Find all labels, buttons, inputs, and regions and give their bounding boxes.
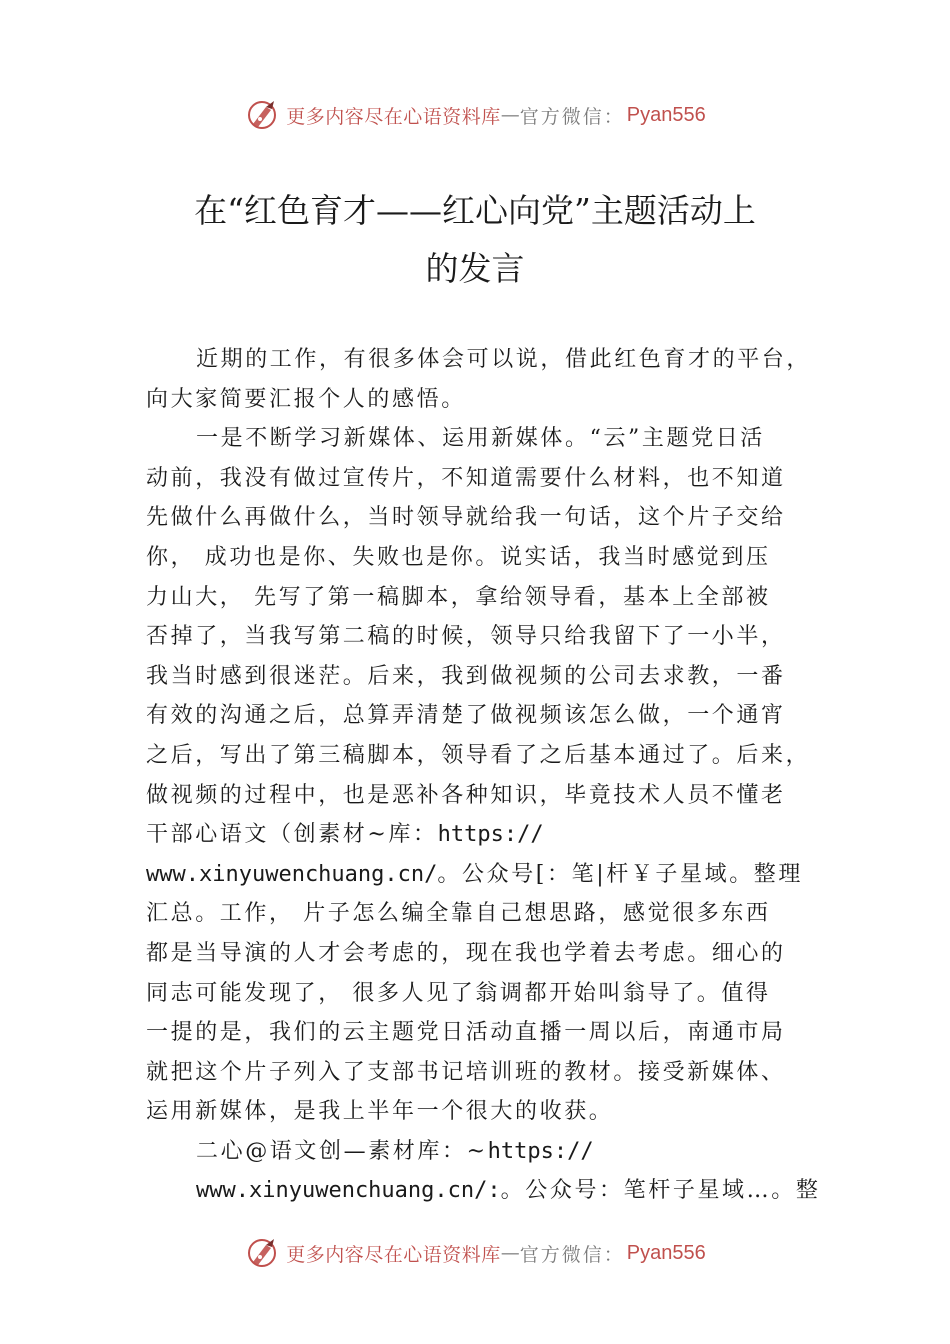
paragraph-line [146, 1171, 826, 1211]
paragraph-line: 做视频的过程中，也是恶补各种知识，毕竟技术人员不懂老 [146, 782, 786, 808]
footer-banner [0, 1233, 950, 1273]
url-text: www.xinyuwenchuang.cn/ [146, 861, 438, 887]
paragraph-line: 否掉了，当我写第二稿的时候，领导只给我留下了一小半， [146, 624, 786, 650]
official-wechat-label: 官方微信： [519, 105, 625, 128]
banner-separator: — [500, 104, 520, 126]
header-banner [0, 95, 950, 135]
paragraph-line [146, 855, 826, 895]
paragraph-line: 同志可能发现了， 很多人见了翁调都开始叫翁导了。值得 [146, 980, 771, 1006]
paragraph-line: 有效的沟通之后，总算弄清楚了做视频该怎么做，一个通宵 [146, 703, 786, 729]
paragraph-line: 一提的是，我们的云主题党日活动直播一周以后，南通市局 [146, 1020, 786, 1046]
paragraph-line: 之后，写出了第三稿脚本，领导看了之后基本通过了。后来， [146, 742, 811, 768]
wechat-id: Pyan556 [626, 1241, 706, 1264]
promo-text: 更多内容尽在心语资料库 [286, 1243, 501, 1266]
pen-nib-logo-icon [244, 1235, 280, 1271]
line-text: 。公众号：笔杆子星域…。整 [500, 1178, 821, 1204]
url-text: https:// [487, 1138, 594, 1164]
paragraph-line [146, 1132, 826, 1172]
speech-body [146, 340, 826, 1211]
title-line-2: 的发言 [425, 249, 525, 288]
paragraph-line: 动前，我没有做过宣传片，不知道需要什么材料，也不知道 [146, 465, 786, 491]
paragraph-line: 力山大， 先写了第一稿脚本，拿给领导看，基本上全部被 [146, 584, 771, 610]
line-text: 。公众号[：笔|杆￥子星域。整理 [437, 861, 804, 887]
url-text: www.xinyuwenchuang.cn/: [196, 1178, 501, 1204]
paragraph-line: 你， 成功也是你、失败也是你。说实话，我当时感觉到压 [146, 544, 771, 570]
line-text: 二心@语文创—素材库：~ [196, 1138, 488, 1164]
paragraph-line: 我当时感到很迷茫。后来，我到做视频的公司去求教，一番 [146, 663, 786, 689]
banner-separator: — [500, 1242, 520, 1264]
url-text: https:// [437, 822, 544, 848]
paragraph-line: 都是当导演的人才会考虑的，现在我也学着去考虑。细心的 [146, 940, 786, 966]
paragraph-line: 汇总。工作， 片子怎么编全靠自己想思路，感觉很多东西 [146, 901, 771, 927]
pen-nib-logo-icon [244, 97, 280, 133]
official-wechat-label: 官方微信： [519, 1243, 625, 1266]
paragraph-line: 运用新媒体，是我上半年一个很大的收获。 [146, 1099, 614, 1125]
paragraph-line [146, 815, 826, 855]
title-line-1: 在“红色育才——红心向党”主题活动上 [194, 191, 756, 230]
line-text: 干部心语文（创素材~库： [146, 822, 438, 848]
paragraph-line: 近期的工作，有很多体会可以说，借此红色育才的平台， [196, 347, 812, 372]
wechat-id: Pyan556 [626, 103, 706, 126]
paragraph-line: 先做什么再做什么，当时领导就给我一句话，这个片子交给 [146, 505, 786, 531]
paragraph-line: 就把这个片子列入了支部书记培训班的教材。接受新媒体、 [146, 1059, 786, 1085]
promo-text: 更多内容尽在心语资料库 [286, 105, 501, 128]
document-title [0, 182, 950, 298]
paragraph-line: 向大家简要汇报个人的感悟。 [146, 386, 466, 412]
paragraph-line: 一是不断学习新媒体、运用新媒体。“云”主题党日活 [196, 426, 765, 452]
